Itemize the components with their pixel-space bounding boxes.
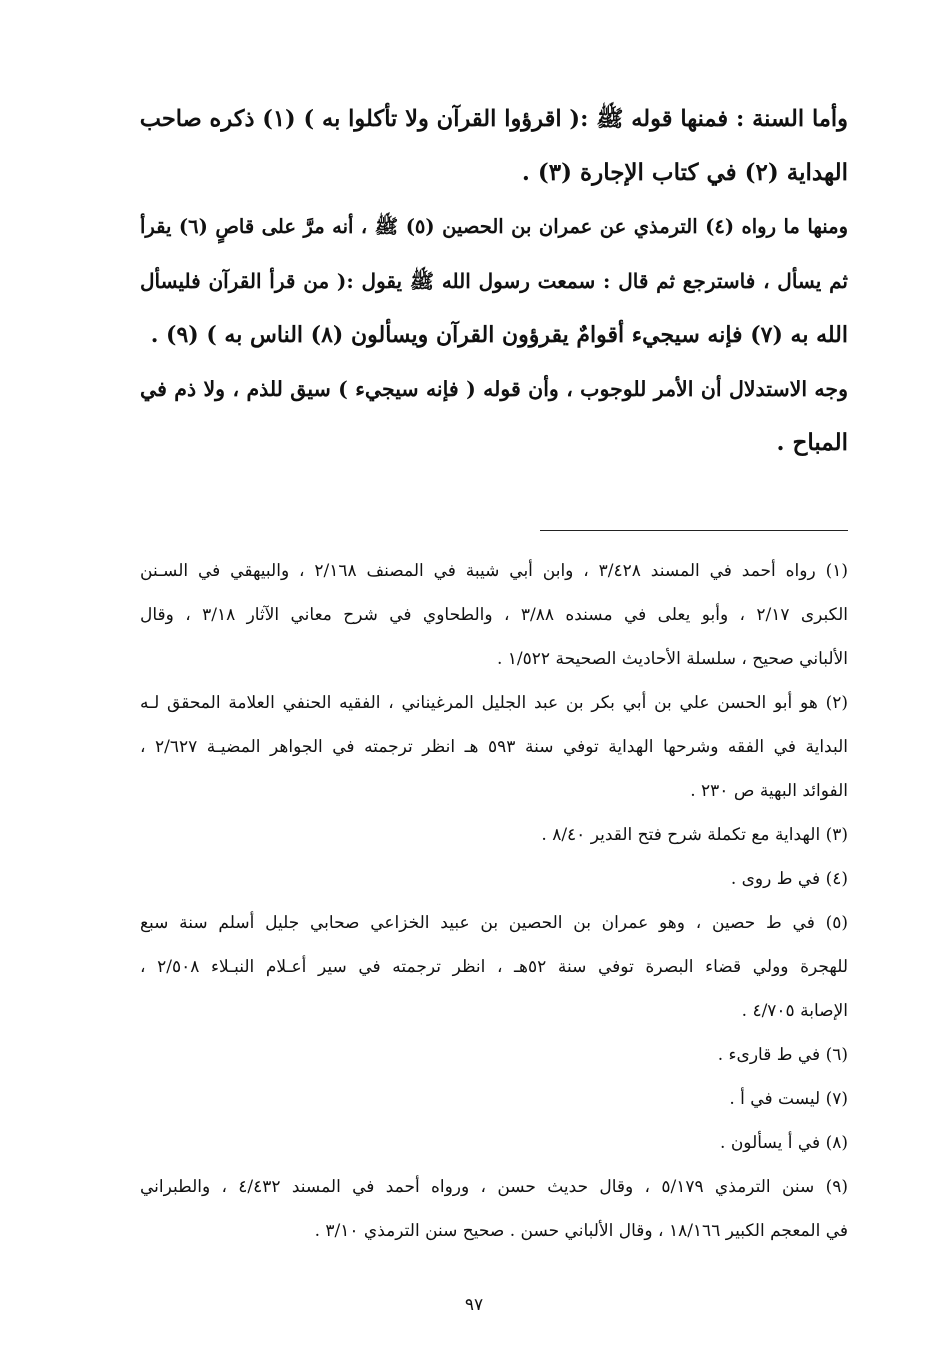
footnote-separator <box>540 530 848 531</box>
footnote-line: للهجرة وولي قضاء البصرة توفي سنة ٥٢هـ ، انظر ترجمته في سير أعـلام النبـلاء ٢/٥٠٨ ، <box>140 957 849 977</box>
footnotes-block <box>140 549 848 1253</box>
page-number: ٩٧ <box>464 1295 484 1315</box>
main-text-line: المباح . <box>776 429 848 456</box>
main-text-block <box>140 92 848 470</box>
footnote-line: الإصابة ٤/٧٠٥ . <box>741 1001 848 1021</box>
main-text-line: الهداية (٢) في كتاب الإجارة (٣) . <box>521 159 848 186</box>
footnote-line: الكبرى ٢/١٧ ، وأبو يعلى في مسنده ٣/٨٨ ، والطحاوي في شرح معاني الآثار ٣/١٨ ، وقال <box>140 605 848 625</box>
footnote-line: (٨) في أ يسألون . <box>720 1133 848 1153</box>
footnote-line: (١) رواه أحمد في المسند ٣/٤٢٨ ، وابن أبي شيبة في المصنف ٢/١٦٨ ، والبيهقي في السـنن <box>140 561 848 581</box>
footnote-line: البداية في الفقه وشرحها الهداية توفي سنة ٥٩٣ هـ انظر ترجمته في الجواهر المضيـة ٢/٦٢٧ ، <box>140 737 848 757</box>
footnote-line: في المعجم الكبير ١٨/١٦٦ ، وقال الألباني حسن . صحيح سنن الترمذي ٣/١٠ . <box>314 1221 848 1241</box>
footnote-line: (٢) هو أبو الحسن علي بن أبي بكر بن عبد الجليل المرغيناني ، الفقيه الحنفي العلامة المحقق لـه <box>140 693 848 713</box>
footnote-line: الألباني صحيح ، سلسلة الأحاديث الصحيحة ١/٥٢٢ . <box>496 649 848 669</box>
main-text-line: وأما السنة : فمنها قوله ﷺ :( اقرؤوا القرآن ولا تأكلوا به ) (١) ذكره صاحب <box>139 106 848 132</box>
footnote-line: الفوائد البهية ص ٢٣٠ . <box>690 781 848 801</box>
footnote-line: (٩) سنن الترمذي ٥/١٧٩ ، وقال حديث حسن ، ورواه أحمد في المسند ٤/٤٣٢ ، والطبراني <box>140 1177 848 1197</box>
footnote-line: (٣) الهداية مع تكملة شرح فتح القدير ٨/٤٠ . <box>541 825 848 845</box>
footnote-line: (٧) ليست في أ . <box>729 1089 848 1109</box>
main-text-line: الله به (٧) فإنه سيجيء أقوامٌ يقرؤون القرآن ويسألون (٨) الناس به ) (٩) . <box>150 322 848 348</box>
footnote-line: (٦) في ط قارىء . <box>717 1045 848 1065</box>
main-text-line: وجه الاستدلال أن الأمر للوجوب ، وأن قوله ( فإنه سيجيء ) سيق للذم ، ولا ذم في <box>140 377 848 401</box>
footnote-line: (٥) في ط حصين ، وهو عمران بن الحصين بن عبيد الخزاعي صحابي جليل أسلم سنة سبع <box>140 913 848 933</box>
main-text-line: ومنها ما رواه (٤) الترمذي عن عمران بن الحصين (٥) ﷺ ، أنه مرَّ على قاصٍ (٦) يقرأ <box>140 215 849 238</box>
main-text-line: ثم يسأل ، فاسترجع ثم قال : سمعت رسول الله ﷺ يقول :( من قرأ القرآن فليسأل <box>140 269 848 293</box>
footnote-line: (٤) في ط روى . <box>730 869 848 889</box>
